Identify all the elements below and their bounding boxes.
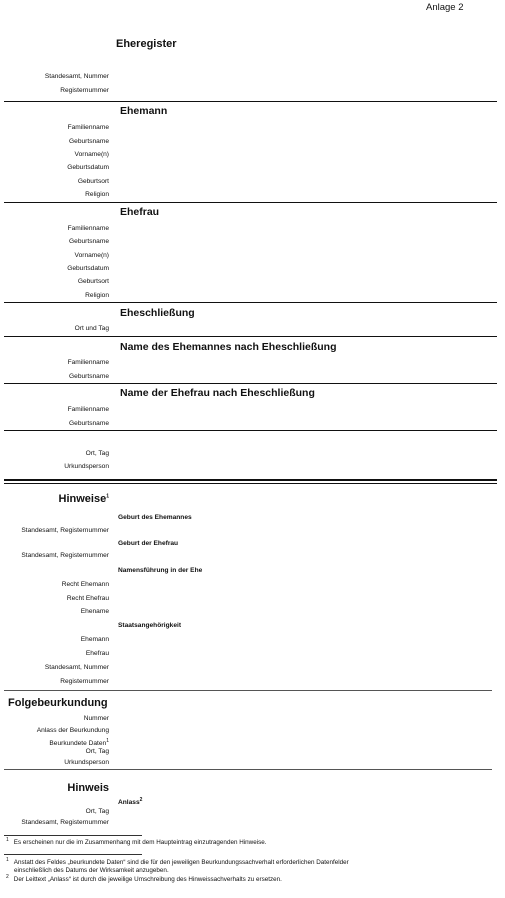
field-label: Nummer <box>83 715 109 722</box>
field-label: Geburtsname <box>69 420 109 427</box>
footnote-separator <box>4 835 142 836</box>
section-divider <box>4 101 497 102</box>
field-label: Familienname <box>67 124 109 131</box>
subheading-namensfuehrung: Namensführung in der Ehe <box>118 567 203 574</box>
footnote-ref: 2 <box>139 797 143 803</box>
section-heading-name-ehemann: Name des Ehemannes nach Eheschließung <box>120 341 337 353</box>
section-divider <box>4 690 492 691</box>
field-label: Geburtsname <box>69 373 109 380</box>
section-divider <box>4 430 497 431</box>
field-label: Familienname <box>67 359 109 366</box>
section-divider <box>4 383 497 384</box>
field-label: Religion <box>85 292 109 299</box>
anlage-label: Anlage 2 <box>426 2 464 13</box>
document-title: Eheregister <box>116 38 177 50</box>
field-label: Standesamt, Registernummer <box>21 552 109 559</box>
footnote-2: $^1$ Anstatt des Feldes „beurkundete Daten“ sind die für den jeweiligen Beurkundungssachverhalt erforderlichen Datenfelder <box>6 856 349 866</box>
field-label: Religion <box>85 191 109 198</box>
double-divider-top <box>4 479 497 481</box>
section-heading-hinweis: Hinweis <box>67 782 109 794</box>
field-label: Ort, Tag <box>85 450 109 457</box>
field-label: Ehename <box>80 608 109 615</box>
field-label: Ort und Tag <box>74 325 109 332</box>
field-label-registernummer: Registernummer <box>60 87 109 94</box>
field-label: Geburtsdatum <box>67 164 109 171</box>
field-label: Ehefrau <box>85 650 109 657</box>
subheading-geburt-ehefrau: Geburt der Ehefrau <box>118 540 179 547</box>
field-label: Registernummer <box>60 678 109 685</box>
footnote-separator <box>4 854 142 855</box>
section-divider <box>4 336 497 337</box>
subheading-anlass: Anlass$^2$ <box>118 797 143 807</box>
field-label: Urkundsperson <box>64 463 109 470</box>
field-label: Ehemann <box>80 636 109 643</box>
field-label: Vorname(n) <box>74 151 109 158</box>
field-label: Geburtsdatum <box>67 265 109 272</box>
section-divider <box>4 202 497 203</box>
field-label: Familienname <box>67 406 109 413</box>
field-label: Ort, Tag <box>85 808 109 815</box>
field-label: Ort, Tag <box>85 748 109 755</box>
field-label: Geburtsname <box>69 238 109 245</box>
field-label-standesamt: Standesamt, Nummer <box>44 73 109 80</box>
field-label: Recht Ehemann <box>61 581 109 588</box>
field-label: Vorname(n) <box>74 252 109 259</box>
double-divider-bottom <box>4 483 497 484</box>
field-label: Familienname <box>67 225 109 232</box>
footnote-3: $^2$ Der Leittext „Anlass“ ist durch die jeweilige Umschreibung des Hinweissachverhalts zu ersetzen. <box>6 873 282 883</box>
field-label: Standesamt, Nummer <box>44 664 109 671</box>
field-label: Anlass der Beurkundung <box>36 727 109 734</box>
footnote-ref: 1 <box>106 738 109 744</box>
field-label: Standesamt, Registernummer <box>21 819 109 826</box>
field-label: Urkundsperson <box>64 759 109 766</box>
footnote-ref: 1 <box>106 493 109 500</box>
field-label-beurkundete-daten: Beurkundete Daten$^1$ <box>49 738 109 748</box>
section-heading-ehemann: Ehemann <box>120 105 168 117</box>
field-label: Geburtsort <box>77 178 109 185</box>
section-heading-name-ehefrau: Name der Ehefrau nach Eheschließung <box>120 387 315 399</box>
subheading-staatsangehoerigkeit: Staatsangehörigkeit <box>118 622 182 629</box>
field-label: Geburtsort <box>77 278 109 285</box>
section-heading-ehefrau: Ehefrau <box>120 206 160 218</box>
footnote-2-continued: einschließlich des Datums der Wirksamkeit anzugeben. <box>14 867 169 874</box>
subheading-geburt-ehemann: Geburt des Ehemannes <box>118 514 192 521</box>
field-label: Geburtsname <box>69 138 109 145</box>
field-label: Recht Ehefrau <box>66 595 109 602</box>
field-label: Standesamt, Registernummer <box>21 527 109 534</box>
section-heading-hinweise: Hinweise$^1$ <box>58 493 109 505</box>
section-divider <box>4 302 497 303</box>
section-heading-folgebeurkundung: Folgebeurkundung <box>8 697 108 709</box>
section-heading-eheschliessung: Eheschließung <box>120 307 195 319</box>
footnote-1: $^1$ Es erscheinen nur die im Zusammenhang mit dem Haupteintrag einzutragenden Hinweise. <box>6 836 267 846</box>
section-divider <box>4 769 492 770</box>
